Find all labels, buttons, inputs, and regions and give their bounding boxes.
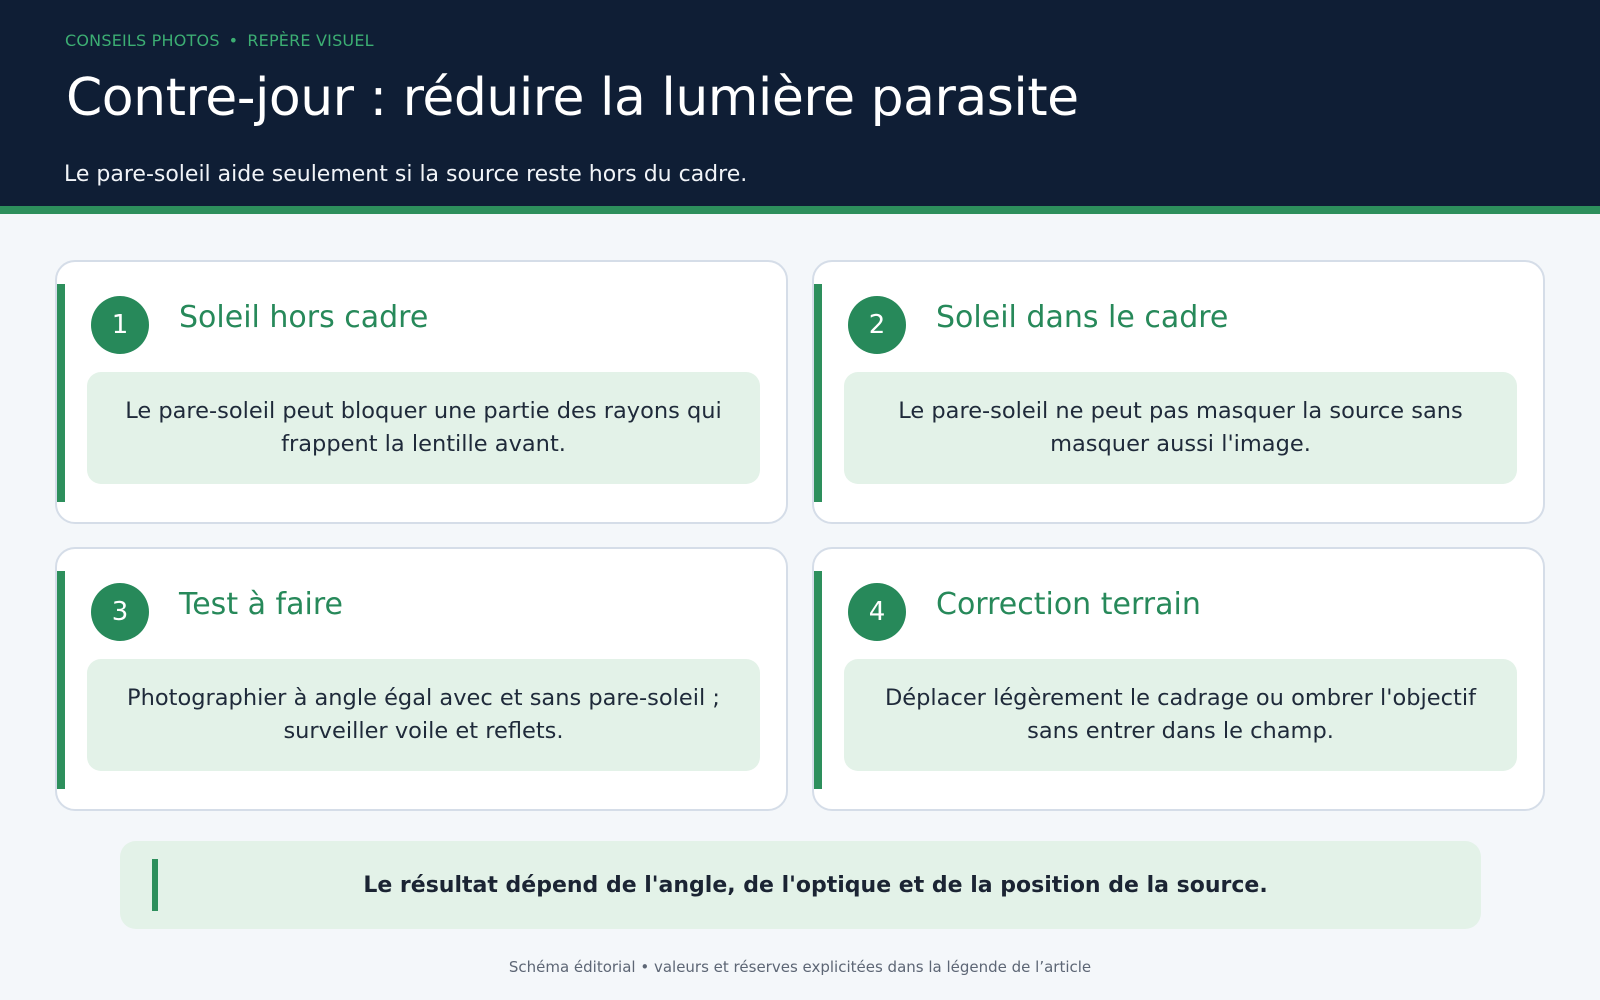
- page-header: [0, 0, 1600, 214]
- step-number-badge: 2: [848, 296, 906, 354]
- tip-card-2: [812, 260, 1545, 524]
- card-body: Photographier à angle égal avec et sans pare-soleil ; surveiller voile et reflets.: [87, 659, 760, 771]
- note-accent-bar: [152, 859, 158, 911]
- footer-caption: Schéma éditorial • valeurs et réserves explicitées dans la légende de l’article: [508, 958, 1092, 976]
- step-number-badge: 4: [848, 583, 906, 641]
- card-title: Test à faire: [179, 587, 343, 622]
- card-title: Correction terrain: [936, 587, 1201, 622]
- kicker-separator: •: [228, 31, 239, 50]
- kicker-type: REPÈRE VISUEL: [247, 31, 374, 50]
- step-number-badge: 1: [91, 296, 149, 354]
- page-title: Contre-jour : réduire la lumière parasite: [66, 68, 1079, 128]
- card-title: Soleil hors cadre: [179, 300, 429, 335]
- card-accent-bar: [814, 284, 822, 502]
- card-title: Soleil dans le cadre: [936, 300, 1229, 335]
- tip-card-3: [55, 547, 788, 811]
- step-number-badge: 3: [91, 583, 149, 641]
- note-text: Le résultat dépend de l'angle, de l'optique et de la position de la source.: [363, 872, 1268, 898]
- kicker: [65, 31, 374, 50]
- card-accent-bar: [814, 571, 822, 789]
- key-takeaway-note: [120, 841, 1481, 929]
- kicker-category: CONSEILS PHOTOS: [65, 31, 220, 50]
- card-body: Le pare-soleil peut bloquer une partie des rayons qui frappent la lentille avant.: [87, 372, 760, 484]
- tip-card-4: [812, 547, 1545, 811]
- page-subtitle: Le pare-soleil aide seulement si la source reste hors du cadre.: [64, 162, 748, 187]
- tip-card-1: [55, 260, 788, 524]
- card-body: Le pare-soleil ne peut pas masquer la source sans masquer aussi l'image.: [844, 372, 1517, 484]
- card-body: Déplacer légèrement le cadrage ou ombrer l'objectif sans entrer dans le champ.: [844, 659, 1517, 771]
- card-accent-bar: [57, 284, 65, 502]
- card-accent-bar: [57, 571, 65, 789]
